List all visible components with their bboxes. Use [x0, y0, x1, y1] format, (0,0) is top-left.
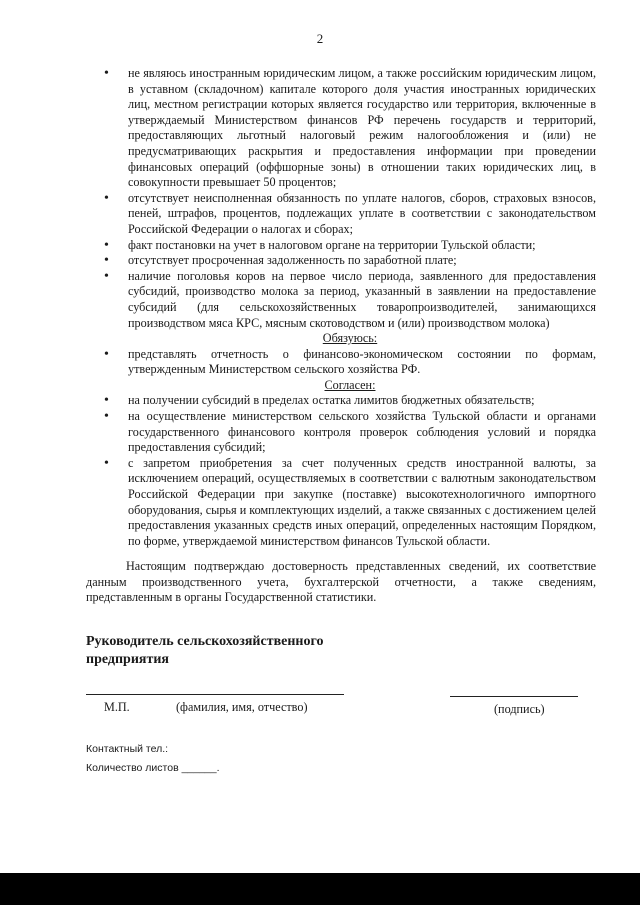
sheet-count-label: Количество листов ______.	[86, 762, 220, 774]
scan-border	[0, 873, 640, 905]
sign-label: (подпись)	[494, 702, 545, 716]
declaration-item: • отсутствует неисполненная обязанность по уплате налогов, сборов, страховых взносов, пеней, штрафов, процентов, подлежащих уплате в соответствии с законодательством Российской Федерации о налогах и сборах;	[104, 191, 596, 238]
declarations-list	[104, 66, 596, 331]
declaration-item: • не являюсь иностранным юридическим лицом, а также российским юридическим лицом, в уставном (складочном) капитале которого доля участия иностранных юридических лиц, местном регистрации которых является государство или территория, включенные в утверждаемый Министерством финансов РФ перечень государств и территорий, предоставляющих льготный налоговый режим налогообложения и (или) не предусматривающих раскрытия и предоставления информации при проведении финансовых операций (оффшорные зоны) в отношении таких юридических лиц, в совокупности превышает 50 процентов;	[104, 66, 596, 191]
confirmation-paragraph: Настоящим подтверждаю достоверность представленных сведений, их соответствие данным производственного учета, бухгалтерской отчетности, а также сведениям, представленным в органы Государственной статистики.	[86, 559, 596, 605]
name-label: (фамилия, имя, отчество)	[176, 700, 308, 714]
name-signature-line	[86, 694, 344, 695]
declaration-item: • факт постановки на учет в налоговом органе на территории Тульской области;	[104, 238, 596, 254]
consent-item: • с запретом приобретения за счет полученных средств иностранной валюты, за исключением операций, осуществляемых в соответствии с валютным законодательством Российской Федерации при закупке (поставке) высокотехнологичного импортного оборудования, сырья и комплектующих изделий, а также связанных с достижением целей предоставления указанных средств иных операций, определенных настоящим Порядком, по форме, утверждаемой министерством финансов Тульской области.	[104, 456, 596, 550]
stamp-label: М.П.	[104, 700, 130, 714]
signature-title	[86, 633, 324, 669]
consent-list	[104, 393, 596, 549]
consent-heading: Согласен:	[324, 377, 376, 392]
declaration-item: • наличие поголовья коров на первое число периода, заявленного для предоставления субсидий, производство молока за период, указанный в заявлении на предоставление субсидий (для сельскохозяйственных товаропроизводителей, занимающихся производством мяса КРС, мясным скотоводством и (или) производством молока)	[104, 269, 596, 331]
contact-phone-label: Контактный тел.:	[86, 743, 169, 755]
obligation-item: • представлять отчетность о финансово-экономическом состоянии по формам, утвержденным Министерством сельского хозяйства РФ.	[104, 347, 596, 378]
page-number: 2	[316, 31, 324, 46]
consent-item: • на получении субсидий в пределах остатка лимитов бюджетных обязательств;	[104, 393, 596, 409]
obligations-heading: Обязуюсь:	[322, 331, 378, 346]
sign-signature-line	[450, 696, 578, 697]
obligations-list	[104, 347, 596, 378]
signature-title-line1: Руководитель сельскохозяйственного	[86, 634, 324, 649]
declaration-item: • отсутствует просроченная задолженность по заработной плате;	[104, 253, 596, 269]
consent-item: • на осуществление министерством сельского хозяйства Тульской области и органами государственного финансового контроля проверок соблюдения условий и порядка предоставления субсидий;	[104, 409, 596, 456]
signature-title-line2: предприятия	[86, 652, 169, 667]
document-body	[104, 66, 596, 549]
